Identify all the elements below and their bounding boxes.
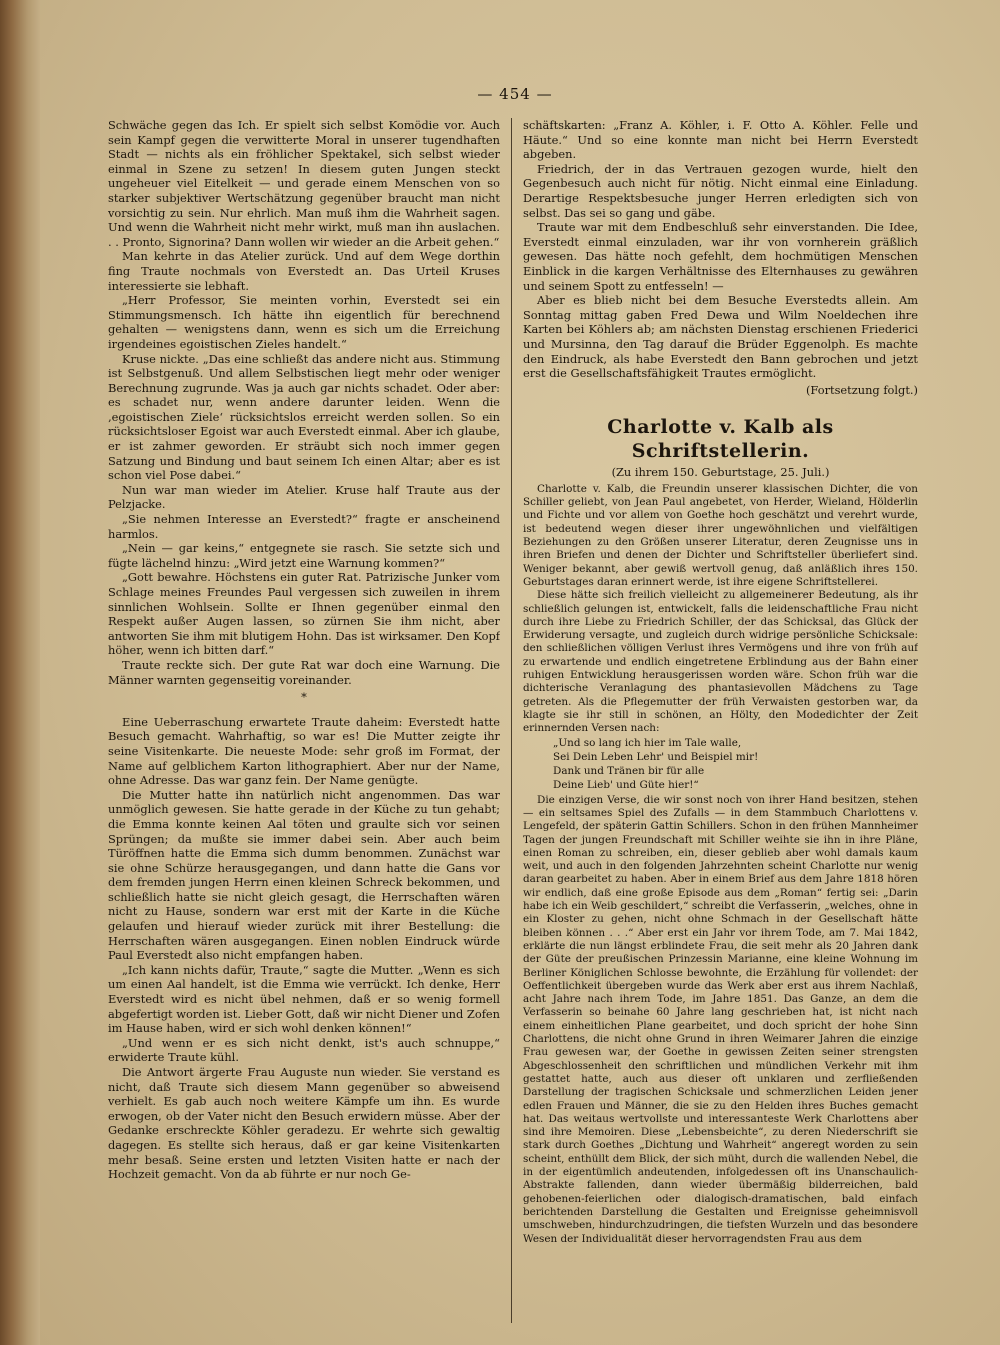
paragraph: „Ich kann nichts dafür, Traute,“ sagte die Mutter. „Wenn es sich um einen Aal handelt, ist die Emma wie verrückt. Ich denke, Herr Everstedt wird es nicht übel nehmen, daß er so wenig formell abgefertigt worden ist. Lieber Gott, daß wir nicht Diener und Zofen im Hause haben, wird er sich wohl denken können!“ xyxy=(108,962,500,1036)
paragraph: „Sie nehmen Interesse an Everstedt?“ fragte er anscheinend harmlos. xyxy=(108,512,500,541)
paragraph: „Herr Professor, Sie meinten vorhin, Everstedt sei ein Stimmungsmensch. Ich hätte ihn eigentlich für berechnend gehalten — wenigstens dann, wenn es sich um die Erreichung irgendeines egoistischen Zieles handelt.“ xyxy=(108,293,500,351)
paragraph: Schwäche gegen das Ich. Er spielt sich selbst Komödie vor. Auch sein Kampf gegen die verwitterte Moral in unserer tugendhaften Stadt — nichts als ein fröhlicher Spektakel, sich selbst wieder einmal in Szene zu setzen! In diesem guten Jungen steckt ungeheuer viel Eitelkeit — und gerade einem Menschen von so starker subjektiver Wertschätzung gegenüber braucht man nicht vorsichtig zu sein. Nur ehrlich. Man muß ihm die Wahrheit sagen. Und wenn die Wahrheit nicht mehr wirkt, muß man ihn auslachen. . . Pronto, Signorina? Dann wollen wir wieder an die Arbeit gehen.“ xyxy=(108,118,500,249)
paragraph: Die Mutter hatte ihn natürlich nicht angenommen. Das war unmöglich gewesen. Sie hatte gerade in der Küche zu tun gehabt; die Emma konnte keinen Aal töten und graulte sich vor seinen Sprüngen; da mußte sie immer dabei sein. Aber auch beim Türöffnen hatte die Emma sich dumm benommen. Zunächst war sie ohne Schürze herausgegangen, und dann hatte die Gans vor dem fremden jungen Herrn einen kleinen Schreck bekommen, und schließlich hatte sie nicht gleich gesagt, die Herrschaften wären nicht zu Hause, sondern war erst mit der Karte in die Küche gelaufen und hierauf wieder zurück mit ihrer Bestellung: die Herrschaften wären ausgegangen. Einen noblen Eindruck würde Paul Everstedt also nicht empfangen haben. xyxy=(108,787,500,963)
paragraph: schäftskarten: „Franz A. Köhler, i. F. Otto A. Köhler. Felle und Häute.“ Und so eine konnte man nicht bei Herrn Everstedt abgeben. xyxy=(523,118,918,162)
paragraph: Eine Ueberraschung erwartete Traute daheim: Everstedt hatte Besuch gemacht. Wahrhaftig, so war es! Die Mutter zeigte ihr seine Visitenkarte. Die neueste Mode: sehr groß im Format, der Name auf gelblichem Karton lithographiert. Aber nur der Name, ohne Adresse. Das war ganz fein. Der Name genügte. xyxy=(108,714,500,788)
paragraph: Friedrich, der in das Vertrauen gezogen wurde, hielt den Gegenbesuch auch nicht für nötig. Nicht einmal eine Einladung. Derartige Respektsbesuche junger Herren erledigten sich von selbst. Das sei so gang und gäbe. xyxy=(523,161,918,220)
article-body-part-1 xyxy=(523,483,918,736)
verse-line: Deine Lieb' und Güte hier!“ xyxy=(553,779,699,792)
paragraph: Traute reckte sich. Der gute Rat war doch eine Warnung. Die Männer warnten gegenseitig voreinander. xyxy=(108,657,500,687)
verse-line: „Und so lang ich hier im Tale walle, xyxy=(553,736,742,749)
paragraph: „Nein — gar keins,“ entgegnete sie rasch. Sie setzte sich und fügte lächelnd hinzu: „Wird jetzt eine Warnung kommen?“ xyxy=(108,541,500,570)
article-paragraph: Charlotte v. Kalb, die Freundin unserer klassischen Dichter, die von Schiller geliebt, von Jean Paul angebetet, von Herder, Wieland, Hölderlin und Fichte und vor allem von Goethe hoch geschätzt und verehrt wurde, ist bedeutend wegen dieser ihrer ungewöhnlichen und vielfältigen Beziehungen zu den Größen unserer Literatur, deren Zeugnisse uns in ihren Briefen und denen der Dichter und Schriftsteller überliefert sind. Weniger bekannt, aber gewiß wertvoll genug, daß anläßlich ihres 150. Geburtstages daran erinnert werde, ist ihre eigene Schriftstellerei. xyxy=(523,482,918,588)
serial-novel-part-1 xyxy=(108,118,500,687)
continuation-note: (Fortsetzung folgt.) xyxy=(805,382,918,397)
paragraph: „Gott bewahre. Höchstens ein guter Rat. Patrizische Junker vom Schlage meines Freundes Paul vergessen sich zuweilen in ihrem sinnlichen Wohlsein. Sollte er Ihnen gegenüber einmal den Respekt außer Augen lassen, so zürnen Sie ihm nicht, aber antworten Sie ihm mit blutigem Hohn. Das ist wirksamer. Den Kopf höher, wenn ich bitten darf.“ xyxy=(108,570,500,658)
paragraph: Die Antwort ärgerte Frau Auguste nun wieder. Sie verstand es nicht, daß Traute sich diesem Mann gegenüber so abweisend verhielt. Es gab auch noch weitere Kämpfe um ihn. Es wurde erwogen, ob der Vater nicht den Besuch erwidern müsse. Aber der Gedanke erschreckte Köhler geradezu. Er wehrte sich gewaltig dagegen. Es stellte sich heraus, daß er gar keine Visitenkarten mehr besaß. Seine ersten und letzten Visiten hatte er nach der Hochzeit gemacht. Von da ab führte er nur noch Ge- xyxy=(108,1065,500,1182)
paragraph: Man kehrte in das Atelier zurück. Und auf dem Wege dorthin fing Traute nochmals von Everstedt an. Das Urteil Kruses interessierte sie lebhaft. xyxy=(108,249,500,293)
article-title: Charlotte v. Kalb als Schriftstellerin. xyxy=(607,416,834,463)
page-number: — 454 — xyxy=(477,85,553,103)
paragraph: Aber es blieb nicht bei dem Besuche Everstedts allein. Am Sonntag mittag gaben Fred Dewa und Wilm Noeldechen ihre Karten bei Köhlers ab; am nächsten Dienstag erschienen Friederici und Mursinna, den Tag darauf die Brüder Eggenolph. Es machte den Eindruck, als habe Everstedt den Bann gebrochen und jetzt erst die Gesellschaftsfähigkeit Trautes ermöglicht. xyxy=(523,293,918,381)
serial-novel-continued xyxy=(523,118,918,381)
left-column xyxy=(108,118,500,1328)
paragraph: „Und wenn er es sich nicht denkt, ist's auch schnuppe,“ erwiderte Traute kühl. xyxy=(108,1035,500,1065)
article-paragraph: Diese hätte sich freilich vielleicht zu allgemeinerer Bedeutung, als ihr schließlich gelungen ist, entwickelt, falls die leidenschaftliche Frau nicht durch ihre Liebe zu Friedrich Schiller, der das Schicksal, das Glück der Erwiderung versagte, und zugleich durch widrige persönliche Schicksale: den schließlichen völligen Verlust ihres Vermögens und ihre von früh auf zu erwartende und endlich eingetretene Erblindung aus der Bahn einer ruhigen Entwicklung herausgerissen worden wäre. Schon früh war die dichterische Veranlagung des phantasievollen Mädchens zu Tage getreten. Als die Pflegemutter der früh Verwaisten gestorben war, da klagte sie ihr still in schönen, an Hölty, den Modedichter der Zeit erinnernden Versen nach: xyxy=(523,589,918,735)
paragraph: Nun war man wieder im Atelier. Kruse half Traute aus der Pelzjacke. xyxy=(108,482,500,512)
serial-novel-part-2 xyxy=(108,715,500,1182)
column-divider xyxy=(511,118,512,1323)
section-separator: * xyxy=(301,690,307,705)
article-verse xyxy=(523,737,918,793)
right-column xyxy=(523,118,918,1328)
article-paragraph: Die einzigen Verse, die wir sonst noch von ihrer Hand besitzen, stehen — ein seltsames Spiel des Zufalls — in dem Stammbuch Charlottens v. Lengefeld, der späterin Gattin Schillers. Schon in den frühen Mannheimer Tagen der jungen Freundschaft mit Schiller weihte sie ihn in ihre Pläne, einen Roman zu schreiben, ein, dieser geblieb aber wohl damals kaum weit, und auch in den folgenden Jahrzehnten scheint Charlotte nur wenig daran gearbeitet zu haben. Aber in einem Brief aus dem Jahre 1818 hören wir endlich, daß eine große Episode aus dem „Roman“ fertig sei: „Darin habe ich ein Weib geschildert,“ schreibt die Verfasserin, „welches, ohne in ein Kloster zu gehen, nicht ohne Schmach in der Gesellschaft hätte bleiben können . . .“ Aber erst ein Jahr vor ihrem Tode, am 7. Mai 1842, erklärte die nun längst erblindete Frau, die seit mehr als 20 Jahren dank der Güte der preußischen Prinzessin Marianne, eine kleine Wohnung im Berliner Königlichen Schlosse bewohnte, die Erzählung für vollendet: der Oeffentlichkeit übergeben wurde das Werk aber erst aus ihrem Nachlaß, acht Jahre nach ihrem Tode, im Jahre 1851. Das Ganze, an dem die Verfasserin so beinahe 60 Jahre lang geschrieben hat, ist nicht nach einem einheitlichen Plane gearbeitet, und doch spricht der hohe Sinn Charlottens, die nicht ohne Grund in ihren Weimarer Jahren die einzige Frau gewesen war, der Goethe in gewissen Zeiten seiner strengsten Abgeschlossenheit den schriftlichen und mündlichen Verkehr mit ihm gestattet hatte, auch aus dieser oft unklaren und zerfließenden Darstellung der tragischen Schicksale und schmerzlichen Leiden jener edlen Frauen und Männer, die sie zu den Helden ihres Buches gemacht hat. Das weitaus wertvollste und interessanteste Werk Charlottens aber sind ihre Memoiren. Diese „Lebensbeichte“, zu deren Niederschrift sie stark durch Goethes „Dichtung und Wahrheit“ angeregt worden zu sein scheint, enthüllt dem Blick, der sich müht, durch die wallenden Nebel, die in der eigentümlich andeutenden, infolgedessen oft ins Unanschaulich-Abstrakte fallenden, dann wieder übermäßig bilderreichen, bald gehobenen-feierlichen oder dialogisch-dramatischen, bald einfach berichtenden Darstellung die Gestalten und Ereignisse geheimnisvoll umschweben, hindurchzudringen, die tiefsten Wurzeln und das besondere Wesen der Individualität dieser hervorragendsten Frau aus dem xyxy=(523,793,918,1245)
paragraph: Kruse nickte. „Das eine schließt das andere nicht aus. Stimmung ist Selbstgenuß. Und allem Selbstischen liegt mehr oder weniger Berechnung zugrunde. Was ja auch gar nichts schadet. Oder aber: es schadet nur, wenn andere darunter leiden. Wenn die ‚egoistischen Ziele‘ rücksichtslos erreicht werden sollen. So ein rücksichtsloser Egoist war auch Everstedt einmal. Aber ich glaube, er ist zahmer geworden. Er sträubt sich noch immer gegen Satzung und Bindung und baut seinem Ich einen Altar; aber es ist schon viel Pose dabei.“ xyxy=(108,351,500,483)
book-binding xyxy=(0,0,40,1345)
article-subtitle: (Zu ihrem 150. Geburtstage, 25. Juli.) xyxy=(611,465,830,480)
verse-line: Sei Dein Leben Lehr' und Beispiel mir! xyxy=(553,750,759,763)
paragraph: Traute war mit dem Endbeschluß sehr einverstanden. Die Idee, Everstedt einmal einzuladen, war ihr von vornherein gräßlich gewesen. Das hätte noch gefehlt, dem hochmütigen Menschen Einblick in die kargen Verhältnisse des Elternhauses zu gewähren und seinem Spott zu entfesseln! — xyxy=(523,220,918,293)
verse-line: Dank und Tränen bir für alle xyxy=(553,765,705,778)
article-body-part-2 xyxy=(523,794,918,1246)
